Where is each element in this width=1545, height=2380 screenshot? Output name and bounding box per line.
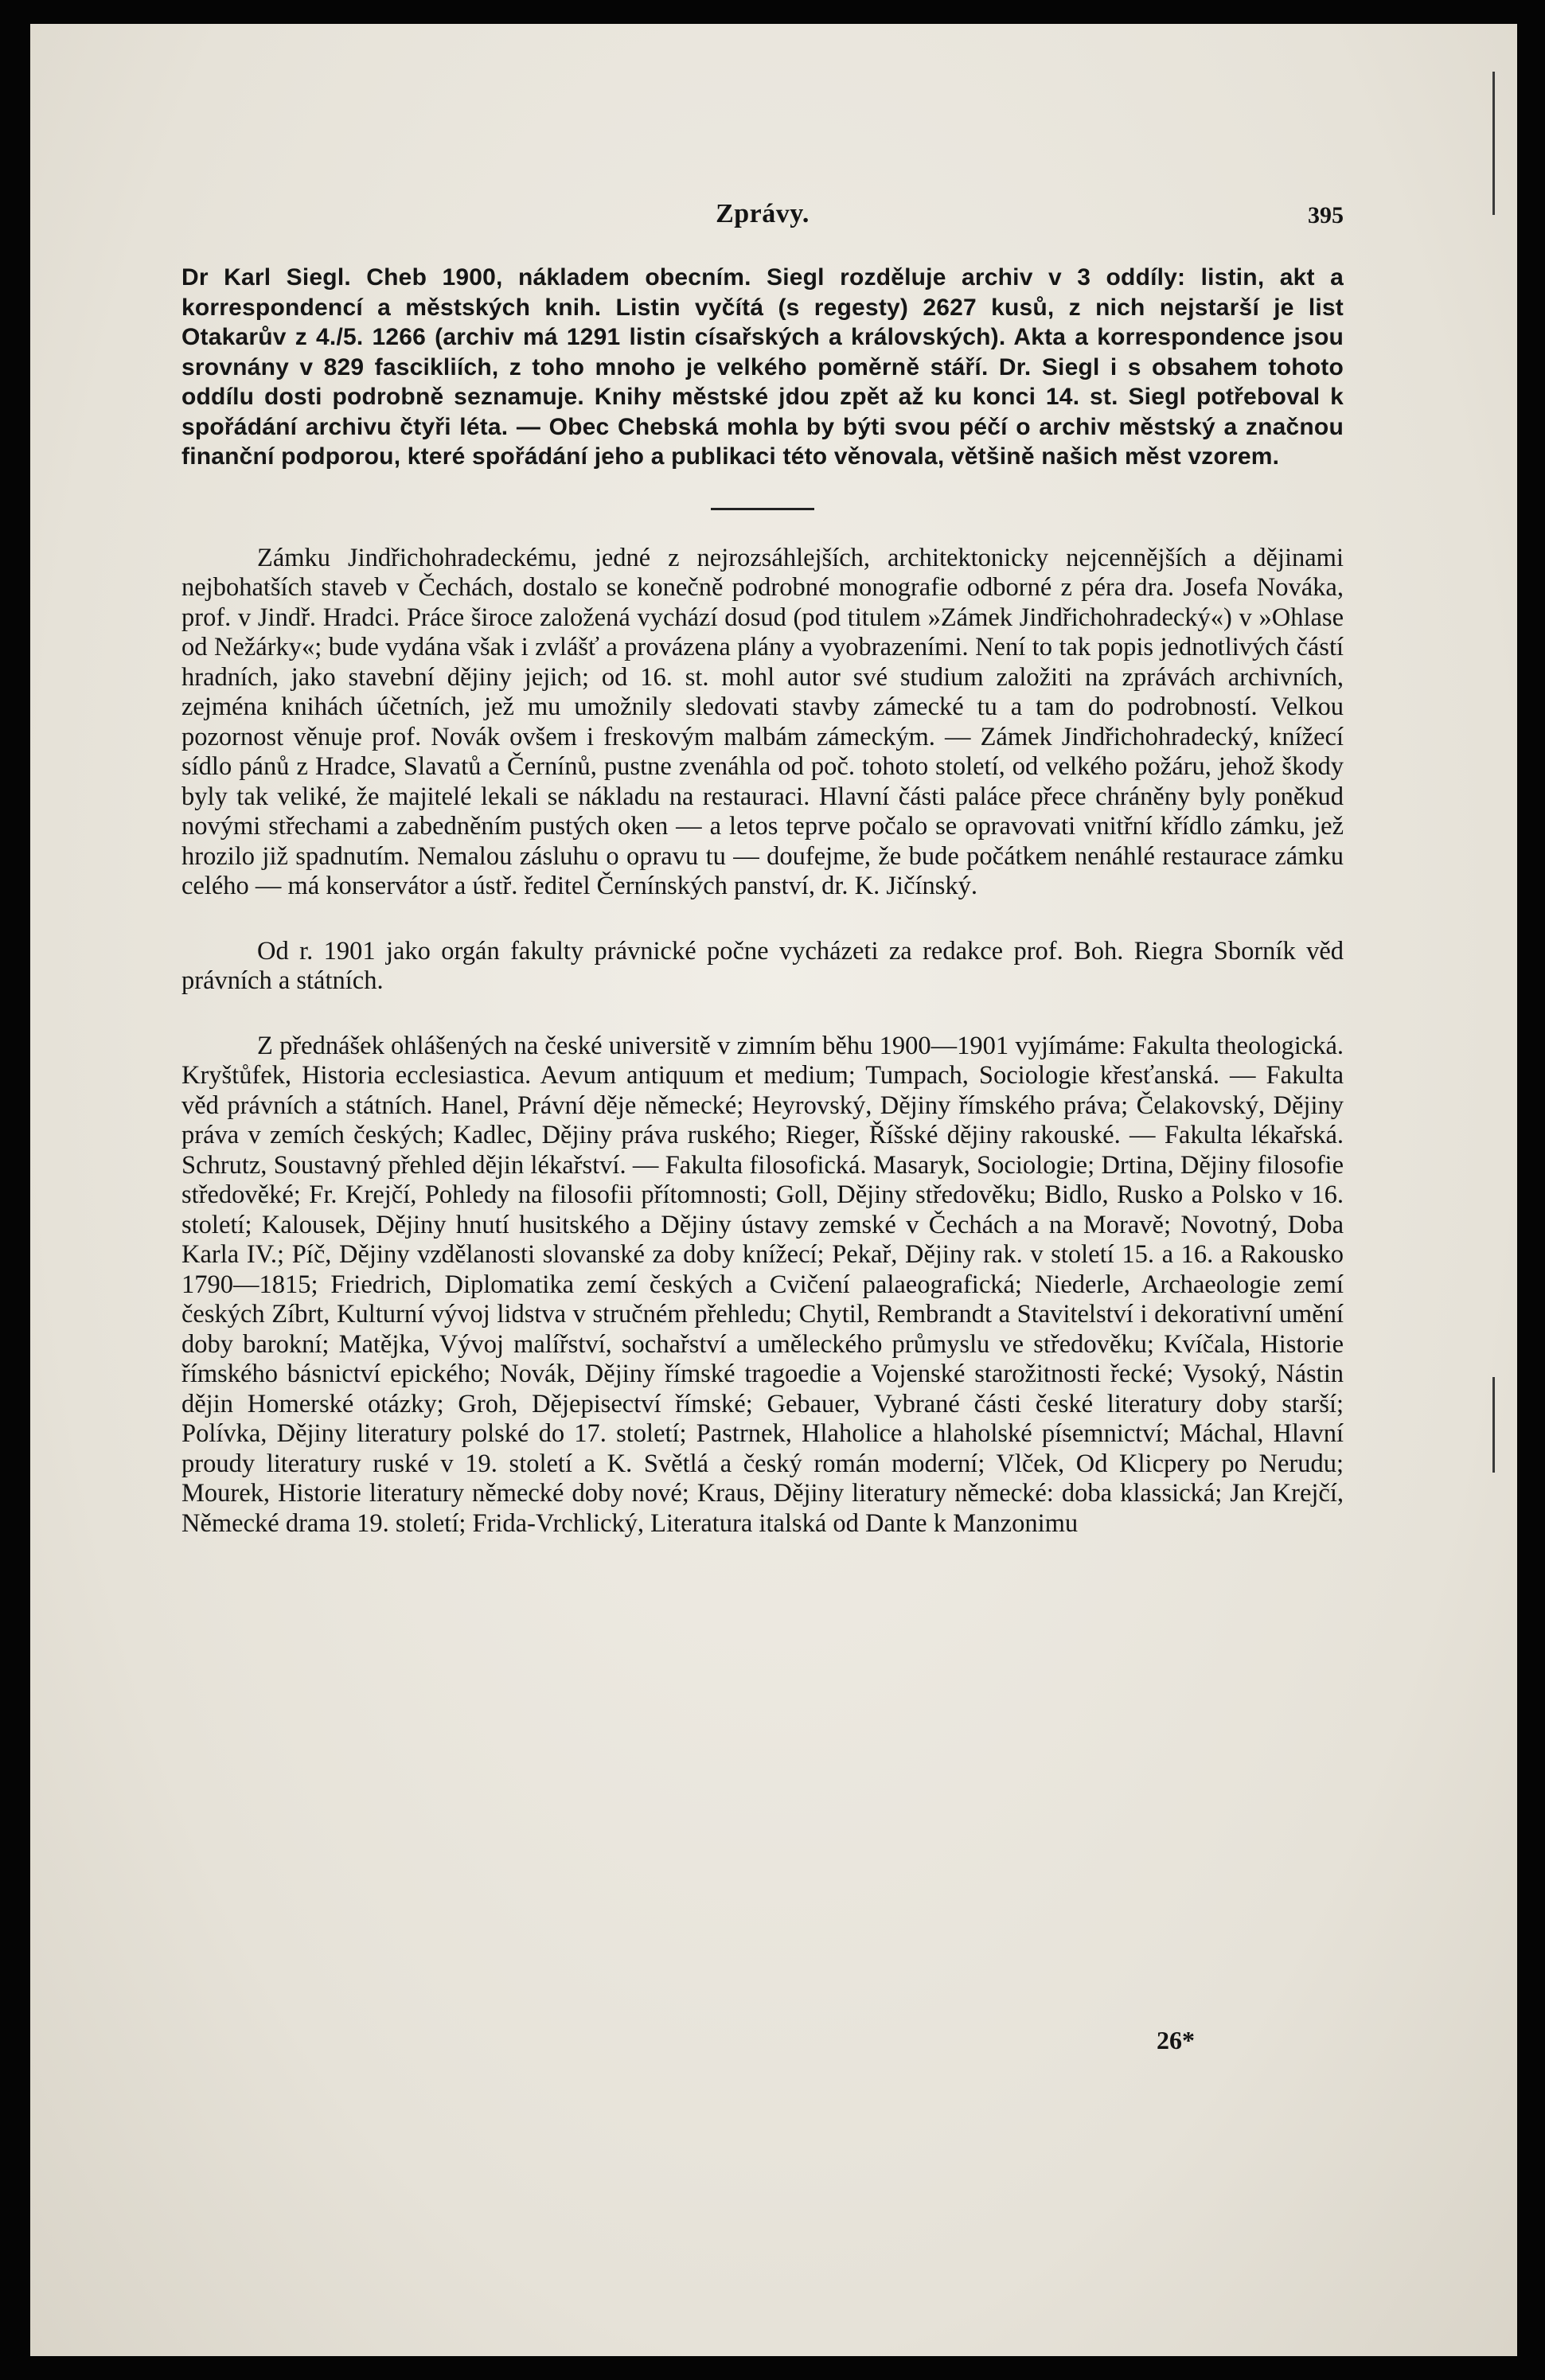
page-number: 395 (1308, 202, 1344, 228)
scan-edge-shadow (1492, 72, 1495, 215)
page-header (181, 199, 1344, 247)
scan-edge-shadow (1492, 1377, 1495, 1473)
paragraph-prednasky: Z přednášek ohlášených na české universitě v zimním běhu 1900—1901 vyjímáme: Fakulta theologická. Kryštůfek, Historia ecclesiastica. Aevum antiquum et medium; Tumpach, Sociologie křesťanská. — Fakulta věd právních a státních. Hanel, Právní děje německé; Heyrovský, Dějiny římského práva; Čelakovský, Dějiny práva v zemích českých; Kadlec, Dějiny práva ruského; Rieger, Říšské dějiny rakouské. — Fakulta lékařská. Schrutz, Soustavný přehled dějin lékařství. — Fakulta filosofická. Masaryk, Sociologie; Drtina, Dějiny filosofie středověké; Fr. Krejčí, Pohledy na filosofii přítomnosti; Goll, Dějiny středověku; Bidlo, Rusko a Polsko v 16. století; Kalousek, Dějiny hnutí husitského a Dějiny ústavy zemské v Čechách a na Moravě; Novotný, Doba Karla IV.; Píč, Dějiny vzdělanosti slovanské za doby knížecí; Pekař, Dějiny rak. v století 15. a 16. a Rakousko 1790—1815; Friedrich, Diplomatika zemí českých a Cvičení palaeografická; Niederle, Archaeologie zemí českých Zíbrt, Kulturní vývoj lidstva v stručném přehledu; Chytil, Rembrandt a Stavitelství i dekorativní umění doby barokní; Matějka, Vývoj malířství, sochařství a uměleckého průmyslu ve středověku; Kvíčala, Historie římského básnictví epického; Novák, Dějiny římské tragoedie a Vojenské starožitnosti řecké; Vysoký, Nástin dějin Homerské otázky; Groh, Dějepisectví římské; Gebauer, Vybrané části české literatury doby starší; Polívka, Dějiny literatury polské do 17. století; Pastrnek, Hlaholice a hlaholské písemnictví; Máchal, Hlavní proudy literatury ruské v 19. století a K. Světlá a český román moderní; Vlček, Od Klicpery po Nerudu; Mourek, Historie literatury německé doby nové; Kraus, Dějiny literatury německé: doba klassická; Jan Krejčí, Německé drama 19. století; Frida-Vrchlický, Literatura italská od Dante k Manzonimu (181, 1031, 1344, 1538)
page-body (181, 263, 1344, 1539)
running-head: Zprávy. (716, 199, 810, 228)
paragraph-archive-cheb: Dr Karl Siegl. Cheb 1900, nákladem obecním. Siegl rozděluje archiv v 3 oddíly: listin, akt a korrespondencí a městských knih. Listin vyčítá (s regesty) 2627 kusů, z nich nejstarší je list Otakarův z 4./5. 1266 (archiv má 1291 listin císařských a královských). Akta a korrespondence jsou srovnány v 829 fascikliích, z toho mnoho je velkého poměrně stáří. Dr. Siegl i s obsahem tohoto oddílu dosti podrobně seznamuje. Knihy městské jdou zpět až ku konci 14. st. Siegl potřeboval k spořádání archivu čtyři léta. — Obec Chebská mohla by býti svou péčí o archiv městský a značnou finanční podporou, které spořádání jeho a publikaci této věnovala, většině našich měst vzorem. (181, 264, 1344, 470)
section-divider (711, 508, 814, 510)
signature-mark: 26* (1157, 2026, 1195, 2054)
section-gap (181, 902, 1344, 937)
paragraph-sbornik: Od r. 1901 jako orgán fakulty právnické počne vycházeti za redakce prof. Boh. Riegra Sborník věd právních a státních. (181, 936, 1344, 995)
scanned-page (30, 24, 1517, 2356)
section-gap (181, 997, 1344, 1032)
paragraph-zamek-jindrichohradecky: Zámku Jindřichohradeckému, jedné z nejrozsáhlejších, architektonicky nejcennějších a dějinami nejbohatších staveb v Čechách, dostalo se konečně podrobné monografie odborné z péra dra. Josefa Nováka, prof. v Jindř. Hradci. Práce široce založená vychází dosud (pod titulem »Zámek Jindřichohradecký«) v »Ohlase od Nežárky«; bude vydána však i zvlášť a provázena plány a vyobrazeními. Není to tak popis jednotlivých částí hradních, jako stavební dějiny jejich; od 16. st. mohl autor své studium založiti na zprávách archivních, zejména knihách účetních, jež mu umožnily sledovati stavby zámecké tu a tam do podrobností. Velkou pozornost věnuje prof. Novák ovšem i freskovým malbám zámeckým. — Zámek Jindřichohradecký, knížecí sídlo pánů z Hradce, Slavatů a Černínů, pustne zvenáhla od poč. tohoto století, od velkého požáru, jehož škody byly tak veliké, že majitelé lekali se nákladu na restauraci. Hlavní části paláce přece chráněny byly poněkud novými střechami a zabedněním pustých oken — a letos teprve počalo se opravovati vnitřní křídlo zámku, jež hrozilo již spadnutím. Nemalou zásluhu o opravu tu — doufejme, že bude počátkem nenáhlé restaurace zámku celého — má konservátor a ústř. ředitel Černínských panství, dr. K. Jičínský. (181, 543, 1344, 900)
